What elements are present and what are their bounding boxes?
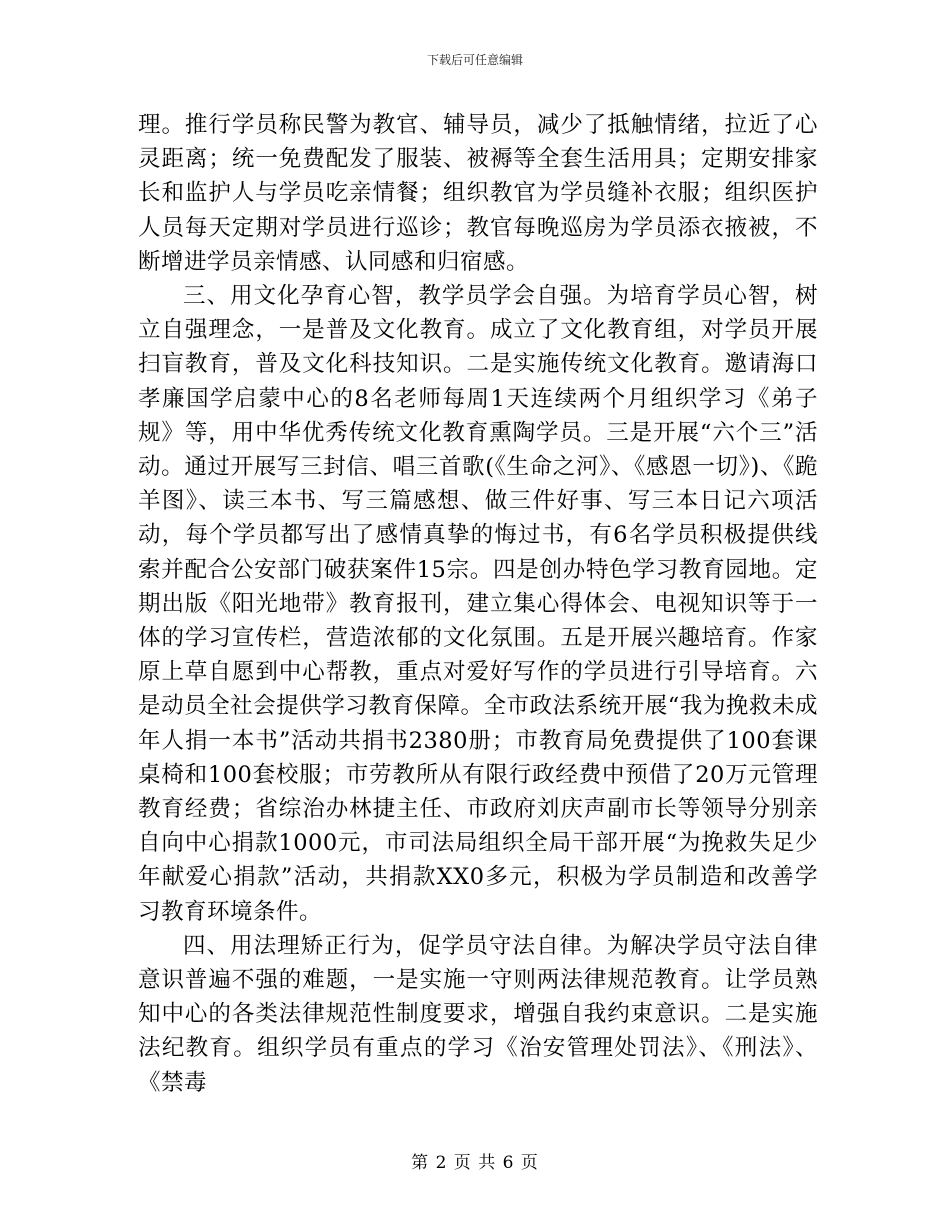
paragraph-section-three: 三、用文化孕育心智，教学员学会自强。为培育学员心智，树立自强理念，一是普及文化教育。成立了文化教育组，对学员开展扫盲教育，普及文化科技知识。二是实施传统文化教育。邀请海口孝廉国学启蒙中心的8名老师每周1天连续两个月组织学习《弟子规》等，用中华优秀传统文化教育熏陶学员。三是开展“六个三”活动。通过开展写三封信、唱三首歌(《生命之河》、《感恩一切》)、《跪羊图》、读三本书、写三篇感想、做三件好事、写三本日记六项活动，每个学员都写出了感情真挚的悔过书，有6名学员积极提供线索并配合公安部门破获案件15宗。四是创办特色学习教育园地。定期出版《阳光地带》教育报刊，建立集心得体会、电视知识等于一体的学习宣传栏，营造浓郁的文化氛围。五是开展兴趣培育。作家原上草自愿到中心帮教，重点对爱好写作的学员进行引导培育。六是动员全社会提供学习教育保障。全市政法系统开展“我为挽救未成年人捐一本书”活动共捐书2380册；市教育局免费提供了100套课桌椅和100套校服；市劳教所从有限行政经费中预借了20万元管理教育经费；省综治办林捷主任、市政府刘庆声副市长等领导分别亲自向中心捐款1000元，市司法局组织全局干部开展“为挽救失足少年献爱心捐款”活动，共捐款XX0多元，积极为学员制造和改善学习教育环境条件。	[138, 283, 818, 925]
paragraph-section-four: 四、用法理矫正行为，促学员守法自律。为解决学员守法自律意识普遍不强的难题，一是实施一守则两法律规范教育。让学员熟知中心的各类法律规范性制度要求，增强自我约束意识。二是实施法纪教育。组织学员有重点的学习《治安管理处罚法》、《刑法》、《禁毒	[138, 932, 818, 1096]
page-footer-page-number: 第 2 页 共 6 页	[411, 1153, 539, 1173]
page-header: 下载后可任意编辑	[426, 53, 523, 67]
paragraph-continuation: 理。推行学员称民警为教官、辅导员，减少了抵触情绪，拉近了心灵距离；统一免费配发了服装、被褥等全套生活用具；定期安排家长和监护人与学员吃亲情餐；组织教官为学员缝补衣服；组织医护人员每天定期对学员进行巡诊；教官每晚巡房为学员添衣掖被，不断增进学员亲情感、认同感和归宿感。	[138, 112, 818, 275]
document-body	[138, 108, 818, 1100]
